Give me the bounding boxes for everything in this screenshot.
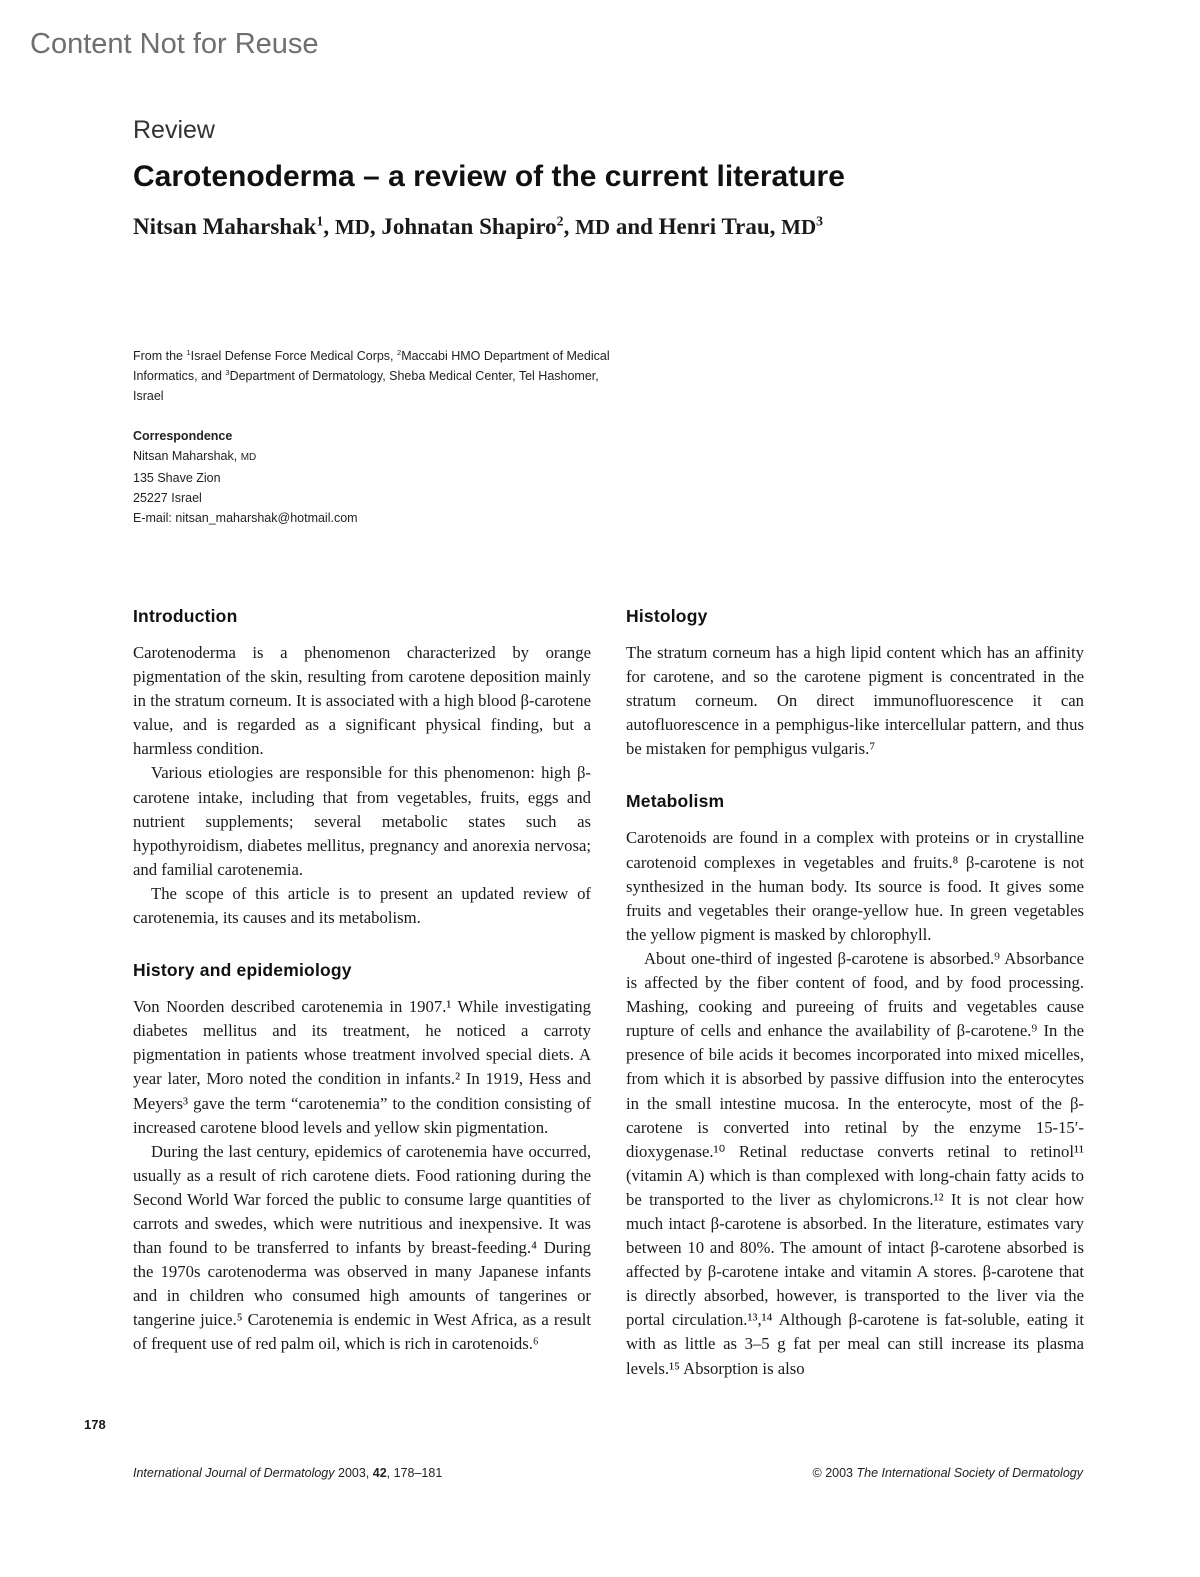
author-list — [133, 214, 823, 240]
author-affiliation-marker: 1 — [316, 213, 324, 229]
correspondence-email[interactable]: E-mail: nitsan_maharshak@hotmail.com — [133, 511, 358, 525]
footer-citation — [133, 1466, 442, 1480]
affiliation-marker: 1 — [186, 347, 191, 357]
affiliation-marker: 3 — [225, 367, 230, 377]
author-separator: , — [563, 214, 576, 239]
correspondence-city: 25227 Israel — [133, 491, 202, 505]
copyright-society: The International Society of Dermatology — [856, 1466, 1083, 1480]
article-title: Carotenoderma – a review of the current literature — [133, 160, 845, 193]
footer-pages: , 178–181 — [386, 1466, 443, 1480]
author-degree: MD — [334, 215, 370, 239]
section-heading-introduction: Introduction — [133, 606, 238, 626]
author-name: Johnatan Shapiro — [381, 214, 557, 239]
author-separator: , — [323, 214, 335, 239]
page-number: 178 — [84, 1417, 106, 1432]
paragraph: The scope of this article is to present an updated review of carotenemia, its causes and its metabolism. — [133, 883, 591, 928]
affiliation-text: Israel Defense Force Medical Corps, — [190, 349, 398, 363]
affiliation-marker: 2 — [397, 347, 402, 357]
correspondence-degree: MD — [240, 452, 257, 463]
section-heading-histology: Histology — [626, 606, 708, 626]
author-degree: MD — [575, 215, 611, 239]
correspondence-name-line — [133, 446, 358, 468]
author-degree: MD — [781, 215, 817, 239]
paragraph: During the last century, epidemics of carotenemia have occurred, usually as a result of rich carotene diets. Food rationing during the Second World War forced the public to consume large quantities of carrots and swedes, which were nutritious and inexpensive. It was than found to be transferred to infants by breast-feeding.⁴ During the 1970s carotenoderma was observed in many Japanese infants and in children who consumed high amounts of tangerines or tangerine juice.⁵ Carotenemia is endemic in West Africa, as a result of frequent use of red palm oil, which is rich in carotenoids.⁶ — [133, 1141, 591, 1354]
affiliations — [133, 346, 613, 406]
paragraph: Von Noorden described carotenemia in 1907.¹ While investigating diabetes mellitus and its treatment, he noticed a carroty pigmentation in patients whose treatment involved special diets. A year later, Moro noted the condition in infants.² In 1919, Hess and Meyers³ gave the term “carotenemia” to the condition consisting of increased carotene blood levels and yellow skin pigmentation. — [133, 997, 591, 1137]
copyright-prefix: © 2003 — [812, 1466, 857, 1480]
section-heading-metabolism: Metabolism — [626, 791, 725, 812]
affiliation-text: Maccabi HMO Department of Medical Informatics, and — [133, 349, 610, 383]
author-separator: , — [369, 214, 382, 239]
footer-copyright — [813, 1466, 1083, 1480]
correspondence-block — [133, 426, 358, 528]
author-separator: , — [769, 214, 782, 239]
paragraph: The stratum corneum has a high lipid content which has an affinity for carotene, and so the carotene pigment is concentrated in the stratum corneum. On direct immunofluorescence it can autofluorescence in a pemphigus-like intercellular pattern, and thus be mistaken for pemphigus vulgaris.⁷ — [626, 643, 1084, 759]
footer-year: 2003, — [334, 1466, 373, 1480]
author-separator: and — [610, 214, 659, 239]
paragraph: Carotenoderma is a phenomenon characterized by orange pigmentation of the skin, resulting from carotene deposition mainly in the stratum corneum. It is associated with a high blood β-carotene value, and is regarded as a significant physical finding, but a harmless condition. — [133, 643, 591, 759]
article-type-label: Review — [133, 116, 215, 144]
paragraph: Various etiologies are responsible for this phenomenon: high β-carotene intake, including that from vegetables, fruits, eggs and nutrient supplements; several metabolic states such as hypothyroidism, diabetes mellitus, pregnancy and anorexia nervosa; and familial carotenemia. — [133, 763, 591, 879]
author-affiliation-marker: 2 — [556, 213, 564, 229]
author-name: Nitsan Maharshak — [133, 214, 317, 239]
correspondence-name: Nitsan Maharshak, — [133, 449, 241, 463]
correspondence-heading: Correspondence — [133, 429, 233, 443]
paragraph: Carotenoids are found in a complex with proteins or in crystalline carotenoid complexes in vegetables and fruits.⁸ β-carotene is not synthesized in the human body. Its source is food. It gives some fruits and vegetables their orange-yellow hue. In green vegetables the yellow pigment is masked by chlorophyll. — [626, 828, 1084, 944]
journal-name: International Journal of Dermatology — [133, 1466, 335, 1480]
section-heading-history: History and epidemiology — [133, 960, 352, 981]
right-column — [626, 606, 1084, 1381]
paragraph: About one-third of ingested β-carotene is absorbed.⁹ Absorbance is affected by the fiber content of food, and by food processing. Mashing, cooking and pureeing of fruits and vegetables cause rupture of cells and enhance the availability of β-carotene.⁹ In the presence of bile acids it becomes incorporated into mixed micelles, from which it is absorbed by passive diffusion into the enterocytes in the small intestine mucosa. In the enterocyte, most of the β-carotene is converted into retinal by the enzyme 15-15′-dioxygenase.¹⁰ Retinal reductase converts retinal to retinol¹¹ (vitamin A) which is than complexed with long-chain fatty acids to be transported to the liver as chylomicrons.¹² It is not clear how much intact β-carotene is absorbed. In the literature, estimates vary between 10 and 80%. The amount of intact β-carotene absorbed is affected by β-carotene intake and vitamin A stores. β-carotene that is directly absorbed, however, is transported to the liver via the portal circulation.¹³,¹⁴ Although β-carotene is fat-soluble, eating it with as little as 3–5 g fat per meal can still increase its plasma levels.¹⁵ Absorption is also — [626, 948, 1084, 1378]
affiliation-prefix: From the — [133, 349, 187, 363]
correspondence-street: 135 Shave Zion — [133, 471, 221, 485]
left-column — [133, 606, 591, 1357]
watermark: Content Not for Reuse — [30, 28, 319, 60]
affiliation-text: Department of Dermatology, Sheba Medical Center, Tel Hashomer, Israel — [133, 369, 599, 403]
author-name: Henri Trau — [658, 214, 770, 239]
author-affiliation-marker: 3 — [816, 213, 824, 229]
footer-volume: 42 — [372, 1466, 387, 1480]
